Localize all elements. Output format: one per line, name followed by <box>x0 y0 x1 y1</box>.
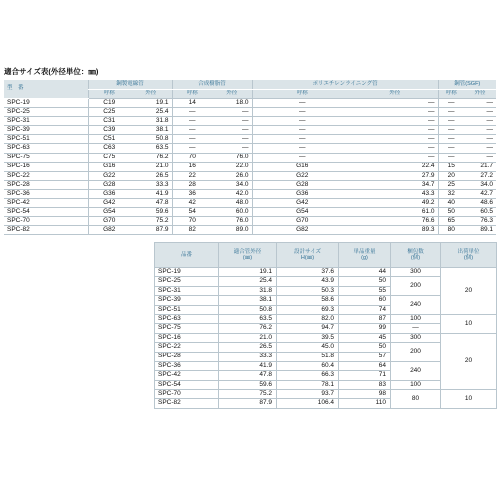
value-cell: — <box>352 126 438 135</box>
value-cell: 78.1 <box>277 380 339 389</box>
value-cell: 75.2 <box>219 390 277 399</box>
sub-header-nominal: 呼称 <box>88 89 130 99</box>
value-cell: — <box>438 99 464 108</box>
value-cell: 21.7 <box>464 162 496 171</box>
part-number-cell: SPC-16 <box>155 333 219 342</box>
page-title: 適合サイズ表(外径単位：㎜) <box>4 67 99 76</box>
group-header-sgf-pipe: 鋼管(SGF) <box>438 80 496 89</box>
value-cell: 25 <box>438 180 464 189</box>
part-number-cell: SPC-31 <box>155 286 219 295</box>
value-cell: C51 <box>88 135 130 144</box>
value-cell: 47.8 <box>130 199 172 208</box>
value-cell: G82 <box>88 226 130 235</box>
value-cell: 76.2 <box>219 324 277 333</box>
product-spec-table <box>154 242 497 409</box>
value-cell: 50 <box>339 343 391 352</box>
value-cell: 59.6 <box>219 380 277 389</box>
value-cell: 34.0 <box>464 180 496 189</box>
value-cell: C25 <box>88 108 130 117</box>
value-cell: C75 <box>88 153 130 162</box>
part-number-cell: SPC-25 <box>155 277 219 286</box>
value-cell: G54 <box>88 208 130 217</box>
value-cell: — <box>464 99 496 108</box>
table1-row <box>4 180 496 189</box>
value-cell: 59.6 <box>130 208 172 217</box>
value-cell: 25.4 <box>130 108 172 117</box>
sub-header-outer: 外径 <box>130 89 172 99</box>
pack-quantity-cell: — <box>391 324 441 333</box>
value-cell: 60.5 <box>464 208 496 217</box>
model-cell: SPC-63 <box>4 144 88 153</box>
header-unit-weight: 単品重量 (g) <box>339 243 391 268</box>
model-cell: SPC-36 <box>4 189 88 198</box>
value-cell: — <box>438 135 464 144</box>
value-cell: 70 <box>172 153 212 162</box>
value-cell: 87.9 <box>130 226 172 235</box>
value-cell: C31 <box>88 117 130 126</box>
value-cell: G42 <box>252 199 352 208</box>
value-cell: 31.8 <box>219 286 277 295</box>
value-cell: G16 <box>252 162 352 171</box>
value-cell: — <box>352 135 438 144</box>
value-cell: 26.5 <box>219 343 277 352</box>
value-cell: 21.0 <box>219 333 277 342</box>
value-cell: 89.0 <box>212 226 252 235</box>
table1-row <box>4 99 496 108</box>
part-number-cell: SPC-75 <box>155 324 219 333</box>
table1-row <box>4 199 496 208</box>
value-cell: G70 <box>88 217 130 226</box>
table1-row <box>4 226 496 235</box>
value-cell: G42 <box>88 199 130 208</box>
value-cell: 15 <box>438 162 464 171</box>
value-cell: 82.0 <box>277 314 339 323</box>
value-cell: 41.9 <box>219 361 277 370</box>
shipping-unit-cell: 20 <box>441 333 497 389</box>
value-cell: — <box>352 99 438 108</box>
value-cell: 36 <box>172 189 212 198</box>
value-cell: — <box>212 144 252 153</box>
value-cell: — <box>172 135 212 144</box>
value-cell: 75.2 <box>130 217 172 226</box>
value-cell: — <box>464 144 496 153</box>
table1-row <box>4 126 496 135</box>
pack-quantity-cell: 100 <box>391 314 441 323</box>
value-cell: 89.1 <box>464 226 496 235</box>
value-cell: 39.5 <box>277 333 339 342</box>
value-cell: 50 <box>438 208 464 217</box>
value-cell: 76.2 <box>130 153 172 162</box>
part-number-cell: SPC-39 <box>155 296 219 305</box>
value-cell: 45.0 <box>277 343 339 352</box>
value-cell: 19.1 <box>130 99 172 108</box>
value-cell: 33.3 <box>130 180 172 189</box>
value-cell: 20 <box>438 171 464 180</box>
value-cell: G16 <box>88 162 130 171</box>
model-cell: SPC-25 <box>4 108 88 117</box>
table1-row <box>4 144 496 153</box>
value-cell: 42.0 <box>212 189 252 198</box>
model-cell: SPC-31 <box>4 117 88 126</box>
value-cell: 99 <box>339 324 391 333</box>
value-cell: 61.0 <box>352 208 438 217</box>
shipping-unit-cell: 10 <box>441 390 497 409</box>
value-cell: 76.0 <box>212 153 252 162</box>
table1-row <box>4 153 496 162</box>
value-cell: C19 <box>88 99 130 108</box>
pack-quantity-cell: 80 <box>391 390 441 409</box>
value-cell: 65 <box>438 217 464 226</box>
value-cell: 60.4 <box>277 361 339 370</box>
model-cell: SPC-82 <box>4 226 88 235</box>
sub-header-outer: 外径 <box>212 89 252 99</box>
table2-row <box>155 390 497 399</box>
table1-row <box>4 171 496 180</box>
table1-row <box>4 162 496 171</box>
value-cell: 37.6 <box>277 268 339 277</box>
value-cell: 76.3 <box>464 217 496 226</box>
value-cell: 18.0 <box>212 99 252 108</box>
value-cell: 64 <box>339 361 391 370</box>
model-cell: SPC-22 <box>4 171 88 180</box>
table2-row <box>155 333 497 342</box>
value-cell: 45 <box>339 333 391 342</box>
value-cell: 70 <box>172 217 212 226</box>
part-number-cell: SPC-36 <box>155 361 219 370</box>
value-cell: 98 <box>339 390 391 399</box>
part-number-cell: SPC-70 <box>155 390 219 399</box>
value-cell: 69.3 <box>277 305 339 314</box>
value-cell: 27.9 <box>352 171 438 180</box>
value-cell: — <box>252 117 352 126</box>
part-number-cell: SPC-19 <box>155 268 219 277</box>
value-cell: 60.0 <box>212 208 252 217</box>
value-cell: C63 <box>88 144 130 153</box>
table1-row <box>4 135 496 144</box>
value-cell: C39 <box>88 126 130 135</box>
pack-quantity-cell: 200 <box>391 343 441 362</box>
value-cell: — <box>438 108 464 117</box>
value-cell: 66.3 <box>277 371 339 380</box>
model-cell: SPC-16 <box>4 162 88 171</box>
value-cell: 82 <box>172 226 212 235</box>
value-cell: 49.2 <box>352 199 438 208</box>
pack-quantity-cell: 200 <box>391 277 441 296</box>
header-part-number: 品番 <box>155 243 219 268</box>
value-cell: — <box>464 117 496 126</box>
pack-quantity-cell: 240 <box>391 361 441 380</box>
value-cell: 26.5 <box>130 171 172 180</box>
value-cell: 38.1 <box>130 126 172 135</box>
shipping-unit-cell: 20 <box>441 268 497 315</box>
value-cell: 63.5 <box>130 144 172 153</box>
value-cell: 28 <box>172 180 212 189</box>
sub-header-nominal: 呼称 <box>252 89 352 99</box>
value-cell: — <box>252 108 352 117</box>
group-header-resin-pipe: 合成樹脂管 <box>172 80 252 89</box>
value-cell: G28 <box>252 180 352 189</box>
value-cell: 63.5 <box>219 314 277 323</box>
model-cell: SPC-70 <box>4 217 88 226</box>
value-cell: — <box>252 99 352 108</box>
part-number-cell: SPC-82 <box>155 399 219 408</box>
pack-quantity-cell: 300 <box>391 333 441 342</box>
pack-quantity-cell: 100 <box>391 380 441 389</box>
value-cell: 32 <box>438 189 464 198</box>
value-cell: — <box>352 117 438 126</box>
value-cell: 76.6 <box>352 217 438 226</box>
value-cell: — <box>464 135 496 144</box>
table1-row <box>4 117 496 126</box>
value-cell: 87 <box>339 314 391 323</box>
table1-row <box>4 208 496 217</box>
part-number-cell: SPC-51 <box>155 305 219 314</box>
value-cell: G36 <box>88 189 130 198</box>
value-cell: 26.0 <box>212 171 252 180</box>
value-cell: 19.1 <box>219 268 277 277</box>
sub-header-nominal: 呼称 <box>438 89 464 99</box>
value-cell: — <box>212 126 252 135</box>
group-header-steel-conduit: 鋼製電線管 <box>88 80 172 89</box>
table1-row <box>4 189 496 198</box>
value-cell: 42.7 <box>464 189 496 198</box>
value-cell: 16 <box>172 162 212 171</box>
value-cell: 22 <box>172 171 212 180</box>
model-cell: SPC-42 <box>4 199 88 208</box>
value-cell: 34.7 <box>352 180 438 189</box>
value-cell: — <box>352 144 438 153</box>
pack-quantity-cell: 240 <box>391 296 441 315</box>
model-cell: SPC-39 <box>4 126 88 135</box>
value-cell: 44 <box>339 268 391 277</box>
value-cell: 42 <box>172 199 212 208</box>
value-cell: G36 <box>252 189 352 198</box>
value-cell: 38.1 <box>219 296 277 305</box>
model-header: 型 番 <box>4 80 88 99</box>
value-cell: G22 <box>252 171 352 180</box>
model-cell: SPC-75 <box>4 153 88 162</box>
value-cell: 14 <box>172 99 212 108</box>
value-cell: 106.4 <box>277 399 339 408</box>
sub-header-outer: 外径 <box>352 89 438 99</box>
header-design-size: 設計サイズ H(㎜) <box>277 243 339 268</box>
value-cell: — <box>252 153 352 162</box>
shipping-unit-cell: 10 <box>441 314 497 333</box>
value-cell: 110 <box>339 399 391 408</box>
value-cell: — <box>438 144 464 153</box>
part-number-cell: SPC-63 <box>155 314 219 323</box>
group-header-pe-lined-pipe: ポリエチレンライニング管 <box>252 80 438 89</box>
value-cell: 43.9 <box>277 277 339 286</box>
value-cell: — <box>352 153 438 162</box>
value-cell: 21.0 <box>130 162 172 171</box>
value-cell: 40 <box>438 199 464 208</box>
part-number-cell: SPC-54 <box>155 380 219 389</box>
value-cell: — <box>464 153 496 162</box>
value-cell: — <box>252 135 352 144</box>
value-cell: 48.6 <box>464 199 496 208</box>
part-number-cell: SPC-28 <box>155 352 219 361</box>
table1-row <box>4 217 496 226</box>
part-number-cell: SPC-22 <box>155 343 219 352</box>
value-cell: G22 <box>88 171 130 180</box>
value-cell: 34.0 <box>212 180 252 189</box>
value-cell: 54 <box>172 208 212 217</box>
model-cell: SPC-28 <box>4 180 88 189</box>
header-pack-quantity: 梱包数 (個) <box>391 243 441 268</box>
model-cell: SPC-19 <box>4 99 88 108</box>
table1-group-header-row <box>4 80 496 89</box>
value-cell: 50 <box>339 277 391 286</box>
value-cell: G28 <box>88 180 130 189</box>
value-cell: 57 <box>339 352 391 361</box>
sub-header-nominal: 呼称 <box>172 89 212 99</box>
compatibility-size-table <box>4 80 496 235</box>
value-cell: G70 <box>252 217 352 226</box>
value-cell: — <box>172 144 212 153</box>
value-cell: — <box>438 153 464 162</box>
value-cell: 87.9 <box>219 399 277 408</box>
value-cell: 43.3 <box>352 189 438 198</box>
value-cell: 50.3 <box>277 286 339 295</box>
value-cell: — <box>438 117 464 126</box>
header-fit-outer-diameter: 適合管外径 (㎜) <box>219 243 277 268</box>
sub-header-outer: 外径 <box>464 89 496 99</box>
table2-row <box>155 314 497 323</box>
value-cell: — <box>212 135 252 144</box>
value-cell: 25.4 <box>219 277 277 286</box>
value-cell: — <box>172 126 212 135</box>
value-cell: 58.6 <box>277 296 339 305</box>
value-cell: 60 <box>339 296 391 305</box>
value-cell: — <box>464 126 496 135</box>
value-cell: — <box>172 108 212 117</box>
value-cell: 50.8 <box>130 135 172 144</box>
value-cell: 22.4 <box>352 162 438 171</box>
value-cell: 94.7 <box>277 324 339 333</box>
model-cell: SPC-54 <box>4 208 88 217</box>
value-cell: — <box>438 126 464 135</box>
value-cell: 89.3 <box>352 226 438 235</box>
value-cell: 31.8 <box>130 117 172 126</box>
part-number-cell: SPC-42 <box>155 371 219 380</box>
value-cell: 83 <box>339 380 391 389</box>
value-cell: — <box>252 126 352 135</box>
value-cell: — <box>172 117 212 126</box>
header-shipping-unit: 出荷単位 (個) <box>441 243 497 268</box>
value-cell: 80 <box>438 226 464 235</box>
value-cell: 55 <box>339 286 391 295</box>
table2-header-row <box>155 243 497 268</box>
value-cell: 93.7 <box>277 390 339 399</box>
value-cell: 48.0 <box>212 199 252 208</box>
value-cell: 51.8 <box>277 352 339 361</box>
value-cell: 33.3 <box>219 352 277 361</box>
value-cell: — <box>352 108 438 117</box>
table2-row <box>155 268 497 277</box>
value-cell: 76.0 <box>212 217 252 226</box>
value-cell: — <box>212 117 252 126</box>
value-cell: 74 <box>339 305 391 314</box>
table1-row <box>4 108 496 117</box>
value-cell: — <box>212 108 252 117</box>
value-cell: 47.8 <box>219 371 277 380</box>
value-cell: — <box>464 108 496 117</box>
value-cell: 22.0 <box>212 162 252 171</box>
model-cell: SPC-51 <box>4 135 88 144</box>
pack-quantity-cell: 300 <box>391 268 441 277</box>
value-cell: 41.9 <box>130 189 172 198</box>
value-cell: 27.2 <box>464 171 496 180</box>
value-cell: 50.8 <box>219 305 277 314</box>
value-cell: G54 <box>252 208 352 217</box>
value-cell: — <box>252 144 352 153</box>
value-cell: G82 <box>252 226 352 235</box>
value-cell: 71 <box>339 371 391 380</box>
